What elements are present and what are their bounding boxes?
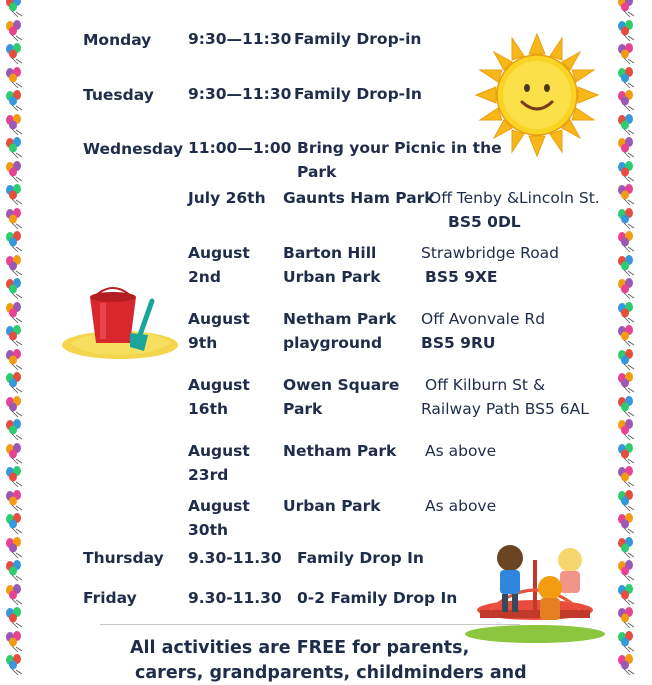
balloon-icon: [4, 490, 28, 512]
picnic-park-2b: Urban Park: [283, 268, 381, 286]
thursday-time: 9.30-11.30: [188, 549, 282, 567]
friday-activity: 0-2 Family Drop In: [297, 589, 458, 607]
picnic-location-1: Off Tenby &Lincoln St.: [429, 189, 600, 207]
balloon-icon: [4, 537, 28, 559]
balloon-icon: [4, 631, 28, 653]
friday-day: Friday: [83, 589, 137, 607]
balloon-icon: [4, 255, 28, 277]
balloon-icon: [4, 231, 28, 253]
picnic-park-4b: Park: [283, 400, 323, 418]
wednesday-day: Wednesday: [83, 140, 184, 158]
balloon-icon: [616, 466, 640, 488]
picnic-park-3b: playground: [283, 334, 383, 352]
picnic-date-2b: 2nd: [188, 268, 221, 286]
balloon-icon: [616, 137, 640, 159]
balloon-icon: [4, 443, 28, 465]
balloon-icon: [616, 208, 640, 230]
picnic-date-5b: 23rd: [188, 466, 229, 484]
balloon-icon: [4, 584, 28, 606]
balloon-icon: [616, 278, 640, 300]
balloon-icon: [616, 67, 640, 89]
picnic-date-4a: August: [188, 376, 250, 394]
picnic-park-4a: Owen Square: [283, 376, 400, 394]
balloon-icon: [616, 0, 640, 18]
picnic-date-4b: 16th: [188, 400, 229, 418]
balloon-icon: [616, 20, 640, 42]
thursday-day: Thursday: [83, 549, 164, 567]
picnic-postcode-2: BS5 9XE: [425, 268, 498, 286]
balloon-icon: [616, 396, 640, 418]
picnic-date-1: July 26th: [188, 189, 266, 207]
wednesday-activity-line2: Park: [297, 163, 337, 181]
balloon-icon: [4, 43, 28, 65]
picnic-location-4b: Railway Path BS5 6AL: [421, 400, 589, 418]
balloon-icon: [616, 184, 640, 206]
picnic-date-2a: August: [188, 244, 250, 262]
tuesday-day: Tuesday: [83, 86, 154, 104]
balloon-icon: [616, 584, 640, 606]
footer-divider: [100, 624, 520, 625]
picnic-location-5: As above: [425, 442, 497, 460]
balloon-icon: [4, 654, 28, 675]
balloon-icon: [616, 90, 640, 112]
balloon-icon: [4, 161, 28, 183]
monday-time: 9:30—11:30: [188, 30, 292, 48]
balloon-icon: [4, 325, 28, 347]
right-balloon-border: [616, 0, 642, 675]
picnic-date-6a: August: [188, 497, 250, 515]
wednesday-activity-line1: Bring your Picnic in the: [297, 139, 502, 157]
picnic-location-6: As above: [425, 497, 497, 515]
balloon-icon: [4, 278, 28, 300]
kids-playground-icon: [460, 540, 610, 644]
balloon-icon: [616, 631, 640, 653]
footer-line1: All activities are FREE for parents,: [130, 638, 470, 658]
sun-icon: [474, 32, 600, 158]
balloon-icon: [616, 161, 640, 183]
balloon-icon: [616, 443, 640, 465]
tuesday-activity: Family Drop-In: [294, 85, 422, 103]
balloon-icon: [616, 325, 640, 347]
balloon-icon: [616, 349, 640, 371]
balloon-icon: [4, 90, 28, 112]
balloon-icon: [616, 419, 640, 441]
picnic-date-5a: August: [188, 442, 250, 460]
picnic-date-3a: August: [188, 310, 250, 328]
balloon-icon: [616, 43, 640, 65]
balloon-icon: [616, 537, 640, 559]
balloon-icon: [4, 0, 28, 18]
picnic-date-3b: 9th: [188, 334, 218, 352]
balloon-icon: [616, 654, 640, 675]
balloon-icon: [616, 490, 640, 512]
balloon-icon: [616, 513, 640, 535]
balloon-icon: [4, 419, 28, 441]
balloon-icon: [4, 372, 28, 394]
picnic-location-3: Off Avonvale Rd: [421, 310, 546, 328]
picnic-postcode-1: BS5 0DL: [448, 213, 521, 231]
picnic-location-2: Strawbridge Road: [421, 244, 560, 262]
balloon-icon: [4, 184, 28, 206]
balloon-icon: [616, 114, 640, 136]
picnic-park-3a: Netham Park: [283, 310, 397, 328]
picnic-park-1: Gaunts Ham Park: [283, 189, 435, 207]
friday-time: 9.30-11.30: [188, 589, 282, 607]
balloon-icon: [4, 607, 28, 629]
picnic-park-5: Netham Park: [283, 442, 397, 460]
bucket-spade-icon: [60, 285, 178, 361]
balloon-icon: [4, 396, 28, 418]
balloon-icon: [4, 20, 28, 42]
balloon-icon: [4, 114, 28, 136]
picnic-postcode-3: BS5 9RU: [421, 334, 496, 352]
picnic-location-4a: Off Kilburn St &: [425, 376, 546, 394]
monday-activity: Family Drop-in: [294, 30, 422, 48]
balloon-icon: [616, 372, 640, 394]
balloon-icon: [616, 302, 640, 324]
picnic-date-6b: 30th: [188, 521, 229, 539]
balloon-icon: [4, 208, 28, 230]
balloon-icon: [4, 560, 28, 582]
balloon-icon: [616, 560, 640, 582]
left-balloon-border: [4, 0, 30, 675]
balloon-icon: [4, 302, 28, 324]
wednesday-time: 11:00—1:00: [188, 139, 292, 157]
picnic-park-2a: Barton Hill: [283, 244, 377, 262]
balloon-icon: [4, 67, 28, 89]
balloon-icon: [616, 231, 640, 253]
balloon-icon: [4, 137, 28, 159]
tuesday-time: 9:30—11:30: [188, 85, 292, 103]
footer-line2: carers, grandparents, childminders and: [135, 663, 527, 683]
thursday-activity: Family Drop In: [297, 549, 424, 567]
monday-day: Monday: [83, 31, 152, 49]
balloon-icon: [616, 255, 640, 277]
picnic-park-6: Urban Park: [283, 497, 381, 515]
balloon-icon: [4, 466, 28, 488]
balloon-icon: [616, 607, 640, 629]
balloon-icon: [4, 349, 28, 371]
balloon-icon: [4, 513, 28, 535]
